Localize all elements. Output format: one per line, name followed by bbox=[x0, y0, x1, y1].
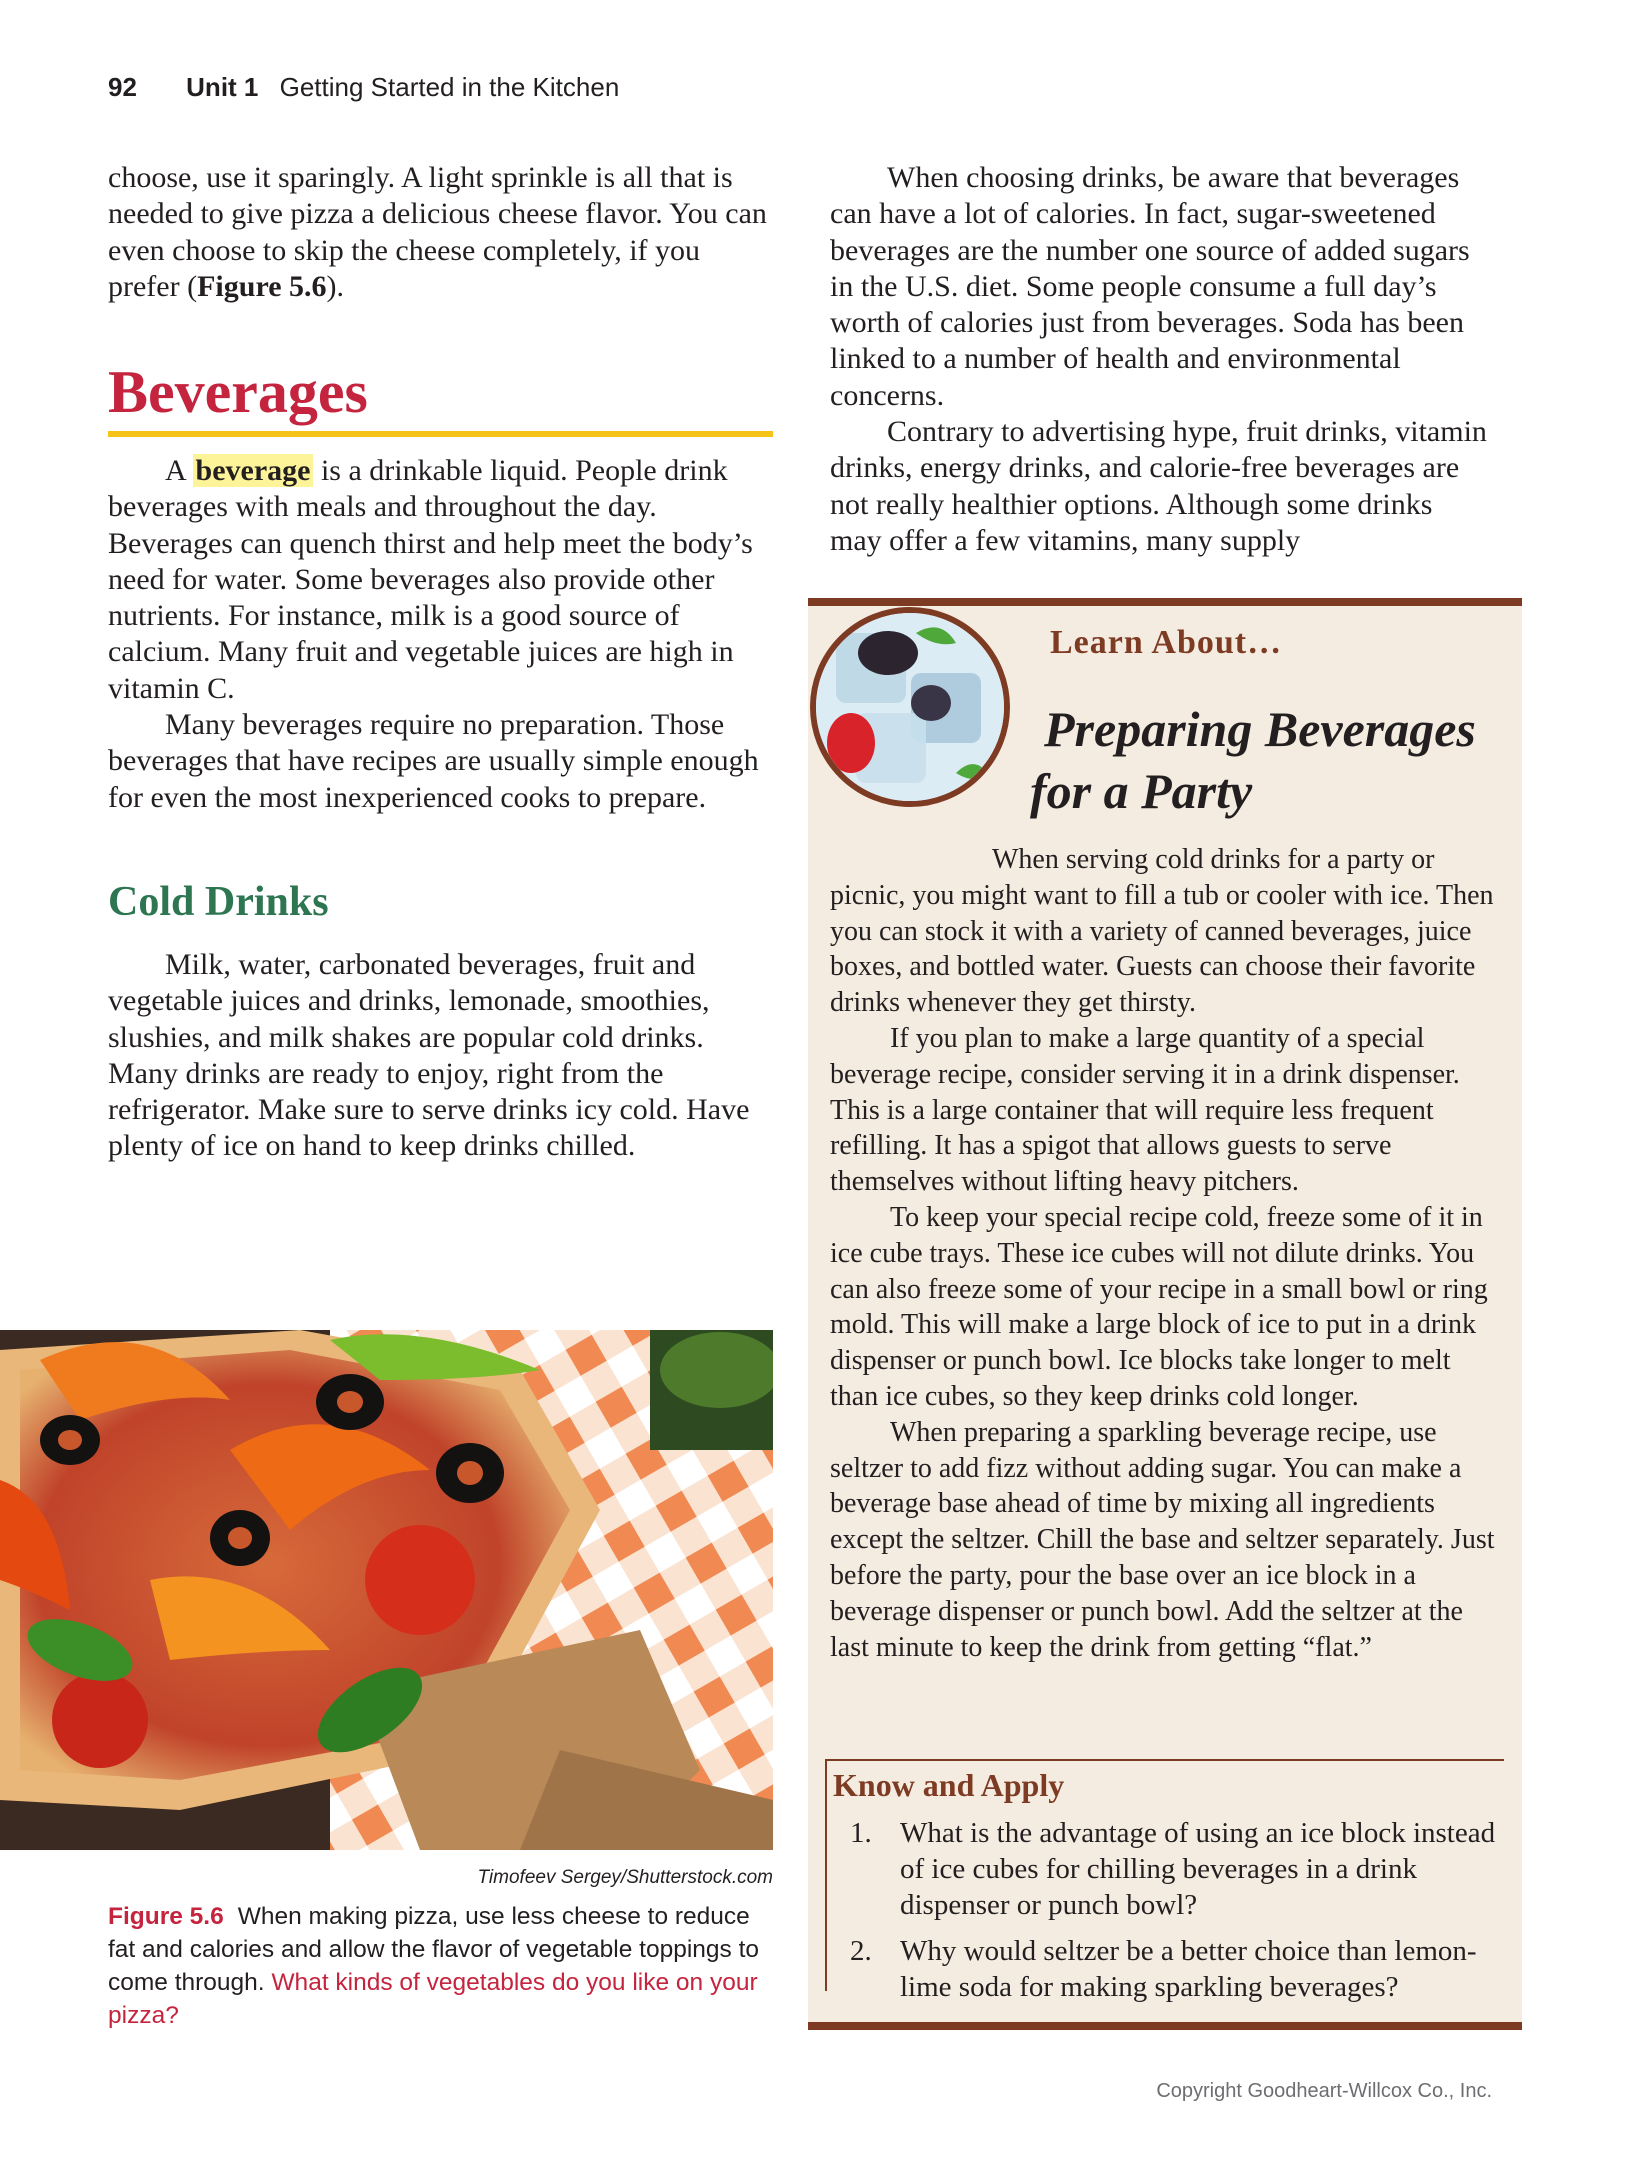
left-intro bbox=[108, 160, 773, 305]
question-text: What is the advantage of using an ice block instead of ice cubes for chilling beverages in a drink dispenser or punch bowl? bbox=[900, 1817, 1496, 1921]
copyright: Copyright Goodheart-Willcox Co., Inc. bbox=[1156, 2080, 1492, 2102]
question-text: Why would seltzer be a better choice than lemon-lime soda for making sparkling beverages? bbox=[900, 1935, 1477, 2003]
know-apply-side-rule bbox=[825, 1759, 827, 1991]
figure-label: Figure 5.6 bbox=[108, 1903, 224, 1930]
running-head bbox=[108, 72, 619, 103]
right-paragraph-2: Contrary to advertising hype, fruit drinks, vitamin drinks, energy drinks, and calorie-free beverages are not really healthier options. Although some drinks may offer a few vitamins, many supply bbox=[830, 415, 1487, 557]
question-number: 1. bbox=[850, 1817, 872, 1849]
right-paragraph-1: When choosing drinks, be aware that beverages can have a lot of calories. In fact, sugar-sweetened beverages are the number one source of added sugars in the U.S. diet. Some people consume a full day’s worth of calories just from beverages. Soda has been linked to a number of health and environmental concerns. bbox=[830, 161, 1470, 412]
question-item bbox=[850, 1815, 1500, 1923]
figure-ref[interactable]: Figure 5.6 bbox=[197, 269, 327, 303]
heading-beverages: Beverages bbox=[108, 359, 368, 425]
feature-paragraph-3: To keep your special recipe cold, freeze some of it in ice cube trays. These ice cubes will not dilute drinks. You can also freeze some of your recipe in a small bowl or ring mold. This will make a large block of ice to put in a drink dispenser or punch bowl. Ice blocks take longer to melt than ice cubes, so they keep drinks cold longer. bbox=[830, 1201, 1488, 1412]
figure-caption bbox=[108, 1900, 773, 2032]
page-number: 92 bbox=[108, 72, 137, 102]
pizza-illustration bbox=[0, 1330, 773, 1850]
right-column bbox=[830, 160, 1490, 559]
caption-question: What kinds of vegetables do you like on your pizza? bbox=[108, 1969, 758, 2029]
unit-title: Getting Started in the Kitchen bbox=[279, 72, 620, 102]
feature-title-line-2: for a Party bbox=[1030, 763, 1253, 819]
feature-body bbox=[830, 842, 1500, 1665]
feature-label: Learn About… bbox=[1050, 624, 1283, 661]
heading-rule bbox=[108, 431, 773, 437]
beverages-body bbox=[108, 453, 773, 816]
feature-bottom-rule bbox=[808, 2022, 1522, 2030]
question-number: 2. bbox=[850, 1935, 872, 1967]
key-term-beverage[interactable]: beverage bbox=[193, 454, 314, 487]
photo-credit: Timofeev Sergey/Shutterstock.com bbox=[477, 1867, 773, 1888]
know-apply-questions bbox=[850, 1815, 1500, 2015]
ice-berries-icon bbox=[816, 613, 1004, 801]
pizza-photo bbox=[0, 1330, 773, 1850]
feature-top-rule bbox=[808, 598, 1522, 606]
question-item bbox=[850, 1933, 1500, 2005]
beverages-paragraph-1: A beverage is a drinkable liquid. People drink beverages with meals and throughout the day. Beverages can quench thirst and help meet the body’s need for water. Some beverages also provide other nutrients. For instance, milk is a good source of calcium. Many fruit and vegetable juices are high in vitamin C. bbox=[108, 454, 753, 705]
unit-label: Unit 1 bbox=[186, 72, 259, 102]
intro-paragraph: choose, use it sparingly. A light sprinkle is all that is needed to give pizza a delicious cheese flavor. You can even choose to skip the cheese completely, if you prefer (Figure 5.6). bbox=[108, 161, 767, 303]
caption-text: When making pizza, use less cheese to reduce fat and calories and allow the flavor of vegetable toppings to come through. bbox=[108, 1903, 760, 1996]
know-apply-title: Know and Apply bbox=[833, 1767, 1065, 1803]
feature-title bbox=[1030, 698, 1476, 822]
beverages-paragraph-2: Many beverages require no preparation. Those beverages that have recipes are usually simple enough for even the most inexperienced cooks to prepare. bbox=[108, 708, 759, 814]
feature-badge-image bbox=[810, 607, 1010, 807]
cold-drinks-paragraph: Milk, water, carbonated beverages, fruit and vegetable juices and drinks, lemonade, smoothies, slushies, and milk shakes are popular cold drinks. Many drinks are ready to enjoy, right from the refrigerator. Make sure to serve drinks icy cold. Have plenty of ice on hand to keep drinks chilled. bbox=[108, 948, 750, 1163]
feature-paragraph-1: When serving cold drinks for a party or picnic, you might want to fill a tub or cooler with ice. Then you can stock it with a variety of canned beverages, juice boxes, and bottled water. Guests can choose their favorite drinks whenever they get thirsty. bbox=[830, 844, 1494, 1019]
know-apply-rule bbox=[825, 1759, 1504, 1761]
heading-cold-drinks: Cold Drinks bbox=[108, 879, 329, 925]
feature-paragraph-4: When preparing a sparkling beverage recipe, use seltzer to add fizz without adding sugar. You can make a beverage base ahead of time by mixing all ingredients except the seltzer. Chill the base and seltzer separately. Just before the party, pour the base over an ice block in a beverage dispenser or punch bowl. Add the seltzer at the last minute to keep the drink from getting “flat.” bbox=[830, 1416, 1495, 1663]
feature-title-line-1: Preparing Beverages bbox=[1044, 701, 1476, 757]
feature-paragraph-2: If you plan to make a large quantity of a special beverage recipe, consider serving it in a drink dispenser. This is a large container that will require less frequent refilling. It has a spigot that allows guests to serve themselves without lifting heavy pitchers. bbox=[830, 1022, 1460, 1198]
cold-drinks-body bbox=[108, 947, 773, 1165]
